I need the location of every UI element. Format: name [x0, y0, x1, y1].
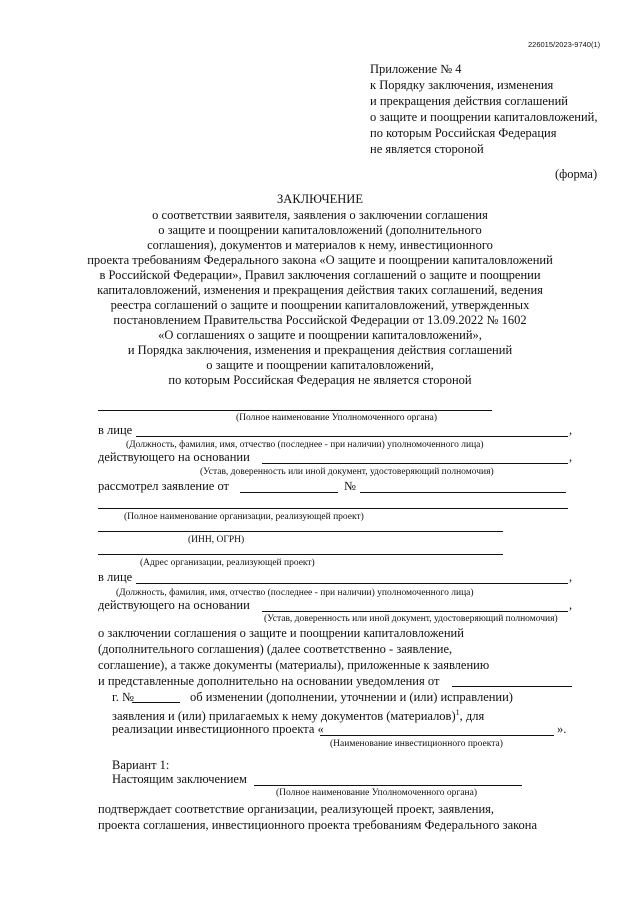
about-change-text: об изменении (дополнении, уточнении и (или) исправлении)	[190, 690, 513, 704]
reviewed-label: рассмотрел заявление от	[98, 479, 230, 493]
appendix-line: по которым Российская Федерация	[370, 126, 557, 140]
appendix-line: о защите и поощрении капиталовложений,	[370, 110, 598, 124]
application-number-field[interactable]	[360, 492, 566, 493]
paragraph-line: о заключении соглашения о защите и поощрении капиталовложений	[98, 626, 464, 640]
in-person-label: в лице	[98, 423, 133, 437]
document-title: ЗАКЛЮЧЕНИЕ	[277, 192, 363, 206]
acting-basis-label: действующего на основании	[98, 450, 250, 464]
comma: ,	[569, 598, 573, 612]
subtitle-line: соглашения), документов и материалов к нему, инвестиционного	[147, 238, 493, 252]
in-person-label: в лице	[98, 570, 133, 584]
subtitle-line: о соответствии заявителя, заявления о заключении соглашения	[152, 208, 488, 222]
notice-number-field[interactable]	[132, 702, 180, 703]
subtitle-line: проекта требованиям Федерального закона «О защите и поощрении капиталовложений	[87, 253, 553, 267]
subtitle-line: о защите и поощрении капиталовложений (дополнительного	[158, 223, 482, 237]
subtitle-line: в Российской Федерации», Правил заключения соглашений о защите и поощрении	[99, 268, 541, 282]
project-org-field[interactable]	[98, 508, 568, 509]
caption: (Адрес организации, реализующей проект)	[140, 558, 315, 568]
footnote-mark[interactable]: 1	[455, 708, 460, 717]
statement-text: , для	[459, 709, 485, 724]
form-label: (форма)	[555, 167, 598, 181]
subtitle-line: постановлением Правительства Российской Федерации от 13.09.2022 № 1602	[113, 313, 527, 327]
paragraph-line: (дополнительного соглашения) (далее соответственно - заявление,	[98, 642, 453, 656]
paragraph-line: подтверждает соответствие организации, реализующей проект, заявления,	[98, 802, 495, 816]
acting-basis-label: действующего на основании	[98, 598, 250, 612]
inn-ogrn-field[interactable]	[98, 531, 503, 532]
caption: (Полное наименование Уполномоченного органа)	[236, 413, 437, 423]
appendix-line: Приложение № 4	[370, 62, 462, 76]
basis-field[interactable]	[262, 463, 568, 464]
comma: ,	[569, 570, 573, 584]
number-sign: №	[344, 479, 356, 493]
caption: (Наименование инвестиционного проекта)	[330, 739, 503, 749]
position-field-2[interactable]	[136, 583, 568, 584]
position-field[interactable]	[136, 436, 568, 437]
subtitle-line: и Порядка заключения, изменения и прекращения действия соглашений	[127, 343, 513, 357]
caption: (Устав, доверенность или иной документ, удостоверяющий полномочия)	[264, 614, 558, 624]
caption: (Должность, фамилия, имя, отчество (последнее - при наличии) уполномоченного лица)	[126, 440, 484, 450]
caption: (Полное наименование Уполномоченного органа)	[276, 788, 477, 798]
caption: (Полное наименование организации, реализующей проект)	[124, 512, 364, 522]
statement-line	[112, 706, 484, 723]
comma: ,	[569, 450, 573, 464]
document-number: 226015/2023-9740(1)	[528, 40, 601, 49]
org-name-field-2[interactable]	[254, 785, 522, 786]
project-name-field[interactable]	[320, 735, 554, 736]
application-date-field[interactable]	[240, 492, 338, 493]
statement-text: заявления и (или) прилагаемых к нему документов (материалов)	[112, 709, 456, 724]
appendix-line: к Порядку заключения, изменения	[370, 78, 554, 92]
g-no-label: г. №	[112, 690, 134, 704]
hereby-label: Настоящим заключением	[112, 772, 247, 786]
address-field[interactable]	[98, 554, 503, 555]
subtitle-line: о защите и поощрении капиталовложений,	[206, 358, 434, 372]
basis-field-2[interactable]	[262, 611, 568, 612]
subtitle-line: по которым Российская Федерация не является стороной	[168, 373, 472, 387]
comma: ,	[569, 423, 573, 437]
implementation-label: реализации инвестиционного проекта «	[112, 722, 324, 736]
subtitle-line: капиталовложений, изменения и прекращения действия таких соглашений, ведения	[97, 283, 543, 297]
close-quote: ».	[557, 722, 567, 736]
appendix-line: и прекращения действия соглашений	[370, 94, 568, 108]
subtitle-line: «О соглашениях о защите и поощрении капиталовложений»,	[158, 328, 482, 342]
notice-date-field[interactable]	[452, 686, 572, 687]
variant-label: Вариант 1:	[112, 758, 170, 772]
paragraph-line: соглашение), а также документы (материалы), приложенные к заявлению	[98, 658, 490, 672]
caption: (Должность, фамилия, имя, отчество (последнее - при наличии) уполномоченного лица)	[116, 588, 474, 598]
paragraph-line: проекта соглашения, инвестиционного проекта требованиям Федерального закона	[98, 818, 538, 832]
paragraph-line: и представленные дополнительно на основании уведомления от	[98, 674, 440, 688]
subtitle-line: реестра соглашений о защите и поощрении капиталовложений, утвержденных	[110, 298, 530, 312]
caption: (ИНН, ОГРН)	[188, 535, 245, 545]
appendix-line: не является стороной	[370, 142, 484, 156]
org-name-field[interactable]	[98, 410, 492, 411]
caption: (Устав, доверенность или иной документ, удостоверяющий полномочия)	[200, 467, 494, 477]
